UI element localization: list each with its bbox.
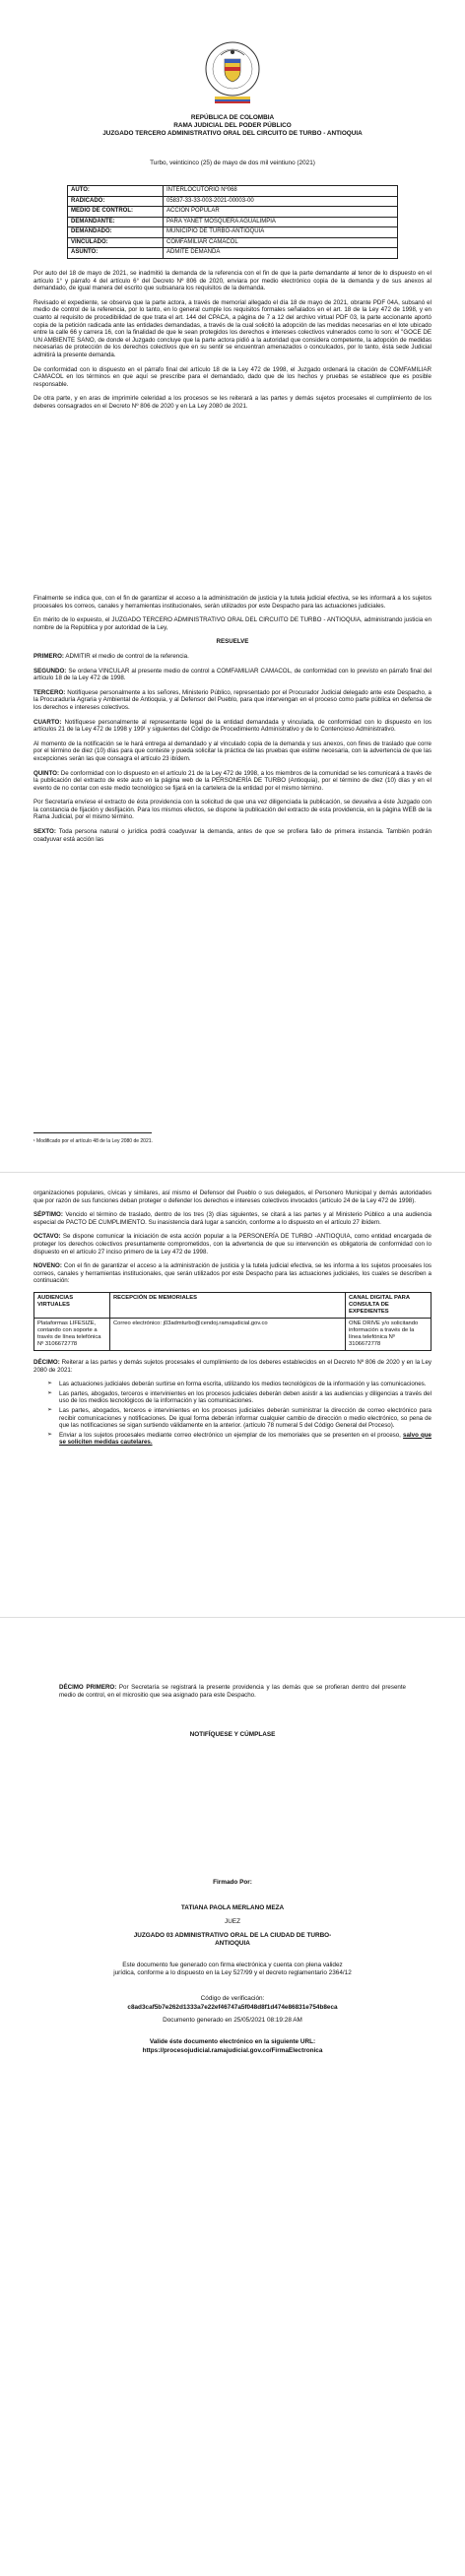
page-1 [0,0,465,1172]
paragraph: organizaciones populares, cívicas y similares, así mismo el Defensor del Pueblo o sus delegados, el Personero Municipal y demás autoridades que por razón de sus funciones deban proteger o defender los derechos e intereses colectivos invocados (artículo 24 de la Ley 472 de 1998). [33,1190,432,1204]
meta-key: ASUNTO: [68,248,164,259]
duties-list [33,1381,432,1447]
order-paragraph [33,1262,432,1285]
table-row [68,186,398,197]
branch-heading: RAMA JUDICIAL DEL PODER PÚBLICO [173,122,292,129]
order-paragraph [33,719,432,734]
meta-key: DEMANDANTE: [68,217,164,227]
table-row [68,196,398,207]
list-item: ➢ Las actuaciones judiciales deberán surtirse en forma escrita, utilizando los medios tecnológicos de la información y las comunicaciones. [59,1381,432,1388]
order-text: Toda persona natural o jurídica podrá coadyuvar la demanda, antes de que se profiera fallo de primera instancia. También podrán coadyuvar está acción las [33,828,432,843]
paragraph: De conformidad con lo dispuesto en el párrafo final del artículo 18 de la Ley 472 de 1998, el Juzgado ordenará la citación de COMFAMILIAR CAMACOL en los términos en que aquí se prescribe para el demandado, dado que de los hechos y pruebas se establece que es posible responsable. [33,365,432,388]
channels-table [33,1292,432,1351]
footnote: ¹ Modificado por el artículo 48 de la Ley 2080 de 2021. [33,1138,153,1144]
legal-note: Este documento fue generado con firma electrónica y cuenta con plena validez jurídica, conforme a lo dispuesto en la Ley 527/99 y el decreto reglamentario 2364/12 [113,1962,352,1976]
page-3 [0,1625,465,2576]
orders-list [33,653,432,843]
paragraph: Por auto del 18 de mayo de 2021, se inadmitió la demanda de la referencia con el fin de que la parte demandante al tenor de lo dispuesto en el artículo 1° y párrafo 4 del artículo 6° del Decreto Nº 806 de 2020, enviara por medio electrónico copia de la demanda y de sus anexos al demandado, de igual manera del escrito que subsanara los requisitos de la demanda. [33,270,432,292]
order-heading: QUINTO: [33,769,60,777]
table-row [68,237,398,248]
table-header: CANAL DIGITAL PARA CONSULTA DE EXPEDIENTES [346,1292,432,1318]
order-paragraph [33,828,432,843]
coat-of-arms-seal-icon [203,37,262,104]
order-paragraph [33,653,432,661]
footnote-divider [33,1132,152,1133]
case-metadata-table [67,185,398,259]
generated-date: Documento generado en 25/05/2021 08:19:28 AM [163,2017,302,2024]
meta-value: INTERLOCUTORIO Nº068 [164,186,398,197]
validation-url-link[interactable]: https://procesojudicial.ramajudicial.gov.co/FirmaElectronica [142,2047,323,2054]
orders-list-2 [33,1211,432,1285]
order-heading: NOVENO: [33,1262,62,1270]
meta-value: COMFAMILIAR CAMACOL [164,237,398,248]
verification-label: Código de verificación: [200,1995,265,2002]
table-cell: ONE DRIVE y/o solicitando información a través de la línea telefónica Nº 3106672778 [346,1318,432,1350]
body-page-2 [33,1190,432,1454]
meta-key: RADICADO: [68,196,164,207]
order-paragraph [33,799,432,821]
notify-heading: NOTIFÍQUESE Y CÚMPLASE [189,1731,276,1738]
table-row [68,207,398,218]
order-paragraph [33,689,432,712]
table-cell: Plataformas LIFESIZE, contando con soporte a través de línea telefónica Nº 3106672778 [34,1318,110,1350]
order-text: Con el fin de garantizar el acceso a la administración de justicia y la tutela judicial efectiva, se les informa a los sujetos procesales los correos, canales y herramientas institucionales, que serán utilizados por este Despacho para las actuaciones judiciales, los cuales se describen a continuación: [33,1262,432,1285]
table-header: AUDIENCIAS VIRTUALES [34,1292,110,1318]
country-heading: REPÚBLICA DE COLOMBIA [190,114,275,121]
body-page-1b [33,595,432,850]
order-paragraph [33,770,432,793]
meta-key: DEMANDADO: [68,227,164,238]
order-paragraph [33,1233,432,1256]
list-item: ➢ Enviar a los sujetos procesales mediante correo electrónico un ejemplar de los memoriales que se presenten en el proceso, salvo que se soliciten medidas cautelares. [59,1432,432,1447]
meta-key: MEDIO DE CONTROL: [68,207,164,218]
order-text: De conformidad con lo dispuesto en el artículo 21 de la Ley 472 de 1998, a los miembros de la comunidad se les comunicará a través de la publicación del extracto de este auto en la página web de la PERSONERÍA DE TURBO (Antioquia), por el término de diez (10) días y en el evento de no contar con este medio tecnológico se fijará en la cartelera de la entidad por el mismo término. [33,769,432,792]
order-text: Se ordena VINCULAR al presente medio de control a COMFAMILIAR CAMACOL, de conformidad con lo previsto en párrafo final del artículo 18 de la Ley 472 de 1998. [33,667,432,682]
judge-role: JUEZ [225,1918,240,1925]
judge-name: TATIANA PAOLA MERLANO MEZA [180,1904,285,1911]
order-paragraph [33,1211,432,1226]
page-2 [0,1180,465,1593]
court-signature: JUZGADO 03 ADMINISTRATIVO ORAL DE LA CIUDAD DE TURBO-ANTIOQUIA [133,1932,332,1947]
order-text: Vencido el término de traslado, dentro de los tres (3) días siguientes, se citará a las partes y al Ministerio Público a una audiencia especial de PACTO DE CUMPLIMIENTO. Su inasistencia dará lugar a sanción, conforme a lo dispuesto en el artículo 27 ibídem. [33,1211,432,1226]
list-item: ➢ Las partes, abogados, terceros e intervinientes en los procesos judiciales deberán suministrar la dirección de correo electrónico para recibir comunicaciones y notificaciones. De igual forma deberán informar cualquier cambio de dirección o medio electrónico, so pena de que las notificaciones se sigan surtiendo válidamente en la anterior. (artículo 78 numeral 5 del Código General del Proceso). [59,1407,432,1430]
order-heading: PRIMERO: [33,652,64,660]
table-header: RECEPCIÓN DE MEMORIALES [110,1292,346,1318]
order-text: Al momento de la notificación se le hará entrega al demandado y al vinculado copia de la demanda y sus anexos, con fines de traslado que corre por el término de diez (10) días para que conteste y pueda solicitar la práctica de las pruebas que estime necesaria, con la advertencia de que las excepciones serán las que consagra el artículo 23 ibídem. [33,740,432,762]
resuelve-heading: RESUELVE [216,638,249,646]
paragraph: De otra parte, y en aras de imprimirle celeridad a los procesos se les reiterará a las partes y demás sujetos procesales el cumplimiento de los deberes consagrados en el Decreto Nº 806 de 2020 y en La Ley 2080 de 2021. [33,395,432,410]
meta-value: MUNICIPIO DE TURBO-ANTIOQUIA [164,227,398,238]
order-text: Por Secretaría envíese el extracto de ésta providencia con la solicitud de que una vez diligenciada la publicación, se devuelva a éste Juzgado con la constancia de fijación y desfijación. Para los mismos efectos, se dispone la publicación del extracto de esta providencia, en la página WEB de la Rama Judicial, por el mismo término. [33,799,432,821]
order-text: Se dispone comunicar la iniciación de esta acción popular a la PERSONERÍA DE TURBO -ANTIOQUIA, como entidad encargada de proteger los derechos colectivos presuntamente comprometidos, con la advertencia de que su intervención es obligatoria de conformidad con lo dispuesto en el artículo 27 inciso primero de la Ley 472 de 1998. [33,1233,432,1256]
paragraph: Revisado el expediente, se observa que la parte actora, a través de memorial allegado el día 18 de mayo de 2021, obrante PDF 04A, subsanó el medio de control de la referencia, por lo tanto, en lo general cumple los requisitos formales señalados en el art. 18 de la Ley 472 de 1998, y en cuanto al requisito de procedibilidad de que trata el art. 144 del CPACA, a página de 7 a 12 del archivo virtual PDF 03, la parte accionante aportó copia de la petición radicada ante las entidades demandadas, a través de la cual solicitó la adopción de las medidas necesarias en el lote ubicado entre la calle 66 y carrera 16, con la finalidad de que le sean protegidos los derechos e intereses colectivos vulnerados como lo son: el "GOCE DE UN AMBIENTE SANO, de donde el Juzgado concluye que la parte actora pidió a la autoridad que considera competente, la adopción de medidas necesarias de protección de los derechos colectivos que en su sentir se encuentran amenazados o conculcados, por lo tanto, ésta sede Judicial admitirá la presente demanda. [33,298,432,358]
court-heading: JUZGADO TERCERO ADMINISTRATIVO ORAL DEL CIRCUITO DE TURBO - ANTIOQUIA [102,130,363,137]
order-heading: OCTAVO: [33,1233,61,1241]
order-heading: TERCERO: [33,688,66,696]
meta-key: AUTO: [68,186,164,197]
meta-value: ACCIÓN POPULAR [164,207,398,218]
email-link[interactable]: Correo electrónico: j03admturbo@cendoj.ramajudicial.gov.co [110,1318,346,1350]
signed-by-label: Firmado Por: [213,1879,252,1886]
order-text: Notifíquese personalmente al representante legal de la entidad demandada y vinculada, de conformidad con lo dispuesto en los artículos 21 de la Ley 472 de 1998 y 199¹ y siguientes del Código de Procedimiento Administrativo y de lo Contencioso Administrativo. [33,718,432,734]
order-text: Notifíquese personalmente a los señores, Ministerio Público, representado por el Procurador Judicial delegado ante este Despacho, a la Procuraduría Agraria y Ambiental de Antioquia, y al Defensor del Pueblo, para que intervengan en el proceso como parte pública en defensa de los derechos e intereses colectivos. [33,688,432,711]
meta-value: 05837-33-33-003-2021-00003-00 [164,196,398,207]
date-line: Turbo, veinticinco (25) de mayo de dos mil veintiuno (2021) [150,160,315,166]
table-row [34,1318,432,1350]
order-paragraph: DÉCIMO: Reiterar a las partes y demás sujetos procesales el cumplimiento de los deberes establecidos en el Decreto Nº 806 de 2020 y en la Ley 2080 de 2021: [33,1358,432,1374]
order-paragraph [33,668,432,682]
meta-key: VINCULADO: [68,237,164,248]
table-row [68,217,398,227]
table-row [68,248,398,259]
meta-value: ADMITE DEMANDA [164,248,398,259]
order-heading: SÉPTIMO: [33,1211,63,1219]
order-heading: SEXTO: [33,828,56,836]
validate-label: Valide éste documento electrónico en la siguiente URL: [149,2038,316,2045]
body-page-1 [33,270,432,418]
order-paragraph: DÉCIMO PRIMERO: Por Secretaría se registrará la presente providencia y las demás que se profieran dentro del presente medio de control, en el micrositio que sea asignado para este Despacho. [59,1684,406,1699]
list-item: ➢ Las partes, abogados, terceros e intervinientes en los procesos judiciales deberán deben asistir a las audiencias y diligencias a través del uso de los medios tecnológicos de la información y las comunicaciones. [59,1390,432,1405]
order-paragraph [33,741,432,763]
order-heading: CUARTO: [33,718,62,726]
verification-code: c8ad3caf5b7e262d1333a7e22ef46747a5f048d8f1d474e86831e754b8eca [127,2004,338,2011]
order-heading: SEGUNDO: [33,667,67,675]
body-page-3 [59,1684,406,1706]
table-row [68,227,398,238]
order-text: ADMITIR el medio de control de la referencia. [63,652,189,660]
meta-value: PARA YANET MOSQUERA AGUALIMPIA [164,217,398,227]
paragraph: Finalmente se indica que, con el fin de garantizar el acceso a la administración de justicia y la tutela judicial efectiva, se les informará a los sujetos procesales los correos, canales y herramientas institucionales, serán utilizados por este Despacho para las actuaciones judiciales. [33,595,432,610]
paragraph: En mérito de lo expuesto, el JUZGADO TERCERO ADMINISTRATIVO ORAL DEL CIRCUITO DE TURBO - ANTIOQUIA, administrando justicia en nombre de la República y por autoridad de la Ley, [33,616,432,631]
